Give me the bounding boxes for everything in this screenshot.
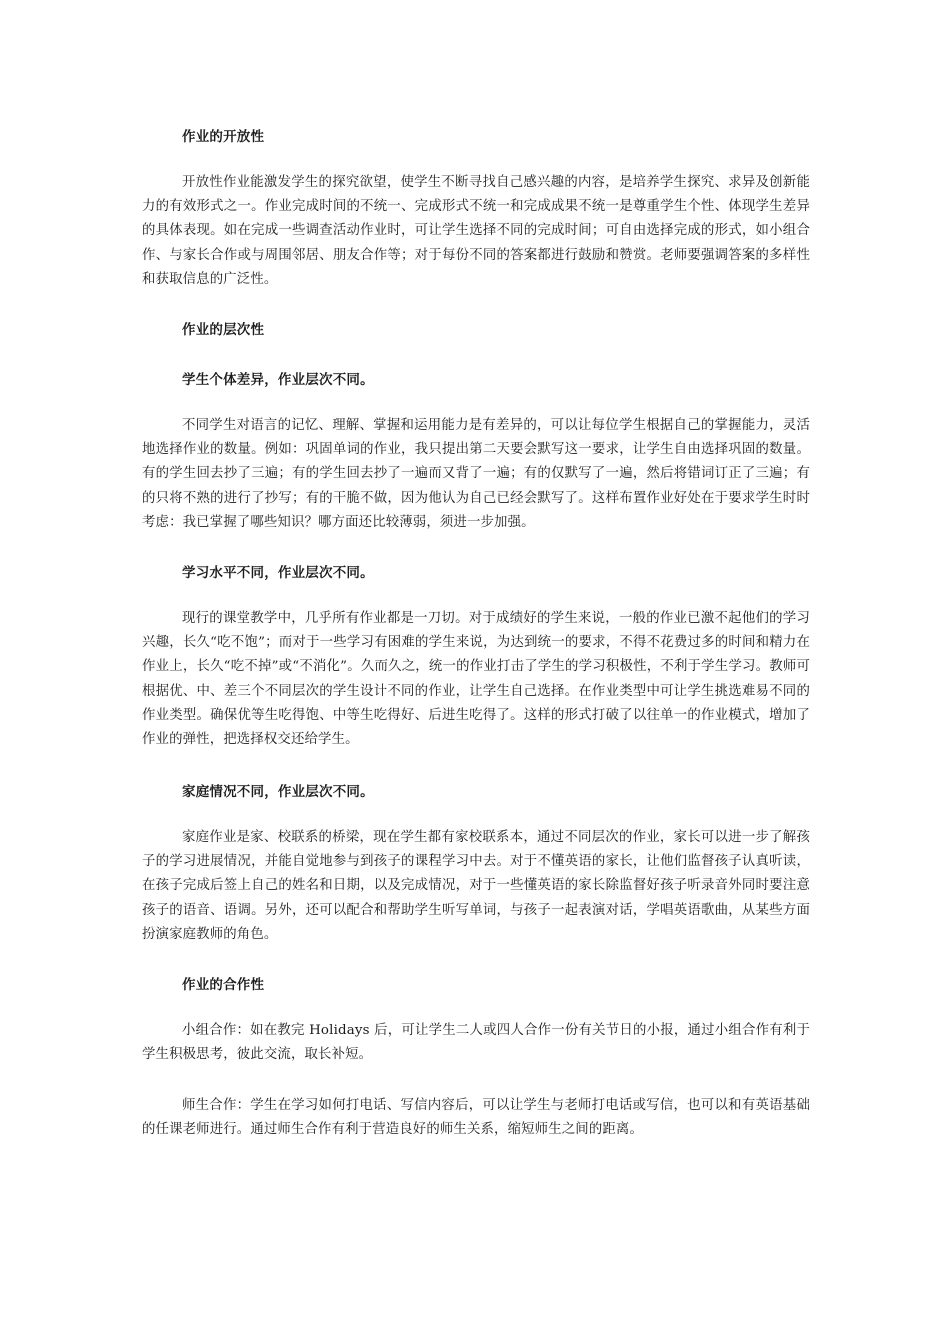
- paragraph-group-cooperation: 小组合作：如在教完 Holidays 后，可让学生二人或四人合作一份有关节日的小报，通过小组合作有利于学生积极思考，彼此交流，取长补短。: [142, 1023, 810, 1063]
- section-heading-openness: 作业的开放性: [182, 129, 265, 145]
- paragraph-family-situation: 家庭作业是家、校联系的桥梁，现在学生都有家校联系本，通过不同层次的作业，家长可以进一步了解孩子的学习进展情况，并能自觉地参与到孩子的课程学习中去。对于不懂英语的家长，让他们监督孩子认真听读，在孩子完成后签上自己的姓名和日期，以及完成情况，对于一些懂英语的家长除监督好孩子听录音外同时要注意孩子的语音、语调。另外，还可以配合和帮助学生听写单词，与孩子一起表演对话，学唱英语歌曲，从某些方面扮演家庭教师的角色。: [142, 830, 810, 942]
- paragraph-individual-difference: 不同学生对语言的记忆、理解、掌握和运用能力是有差异的，可以让每位学生根据自己的掌握能力，灵活地选择作业的数量。例如：巩固单词的作业，我只提出第二天要会默写这一要求，让学生自由选择巩固的数量。有的学生回去抄了三遍；有的学生回去抄了一遍而又背了一遍；有的仅默写了一遍，然后将错词订正了三遍；有的只将不熟的进行了抄写；有的干脆不做，因为他认为自己已经会默写了。这样布置作业好处在于要求学生时时考虑：我已掌握了哪些知识？哪方面还比较薄弱，须进一步加强。: [142, 418, 810, 530]
- paragraph-teacher-student-cooperation: 师生合作：学生在学习如何打电话、写信内容后，可以让学生与老师打电话或写信，也可以和有英语基础的任课老师进行。通过师生合作有利于营造良好的师生关系，缩短师生之间的距离。: [142, 1098, 810, 1138]
- paragraph-learning-level: 现行的课堂教学中，几乎所有作业都是一刀切。对于成绩好的学生来说，一般的作业已激不起他们的学习兴趣，长久“吃不饱”；而对于一些学习有困难的学生来说，为达到统一的要求，不得不花费过多的时间和精力在作业上，长久“吃不掉”或“不消化”。久而久之，统一的作业打击了学生的学习积极性，不利于学生学习。教师可根据优、中、差三个不同层次的学生设计不同的作业，让学生自己选择。在作业类型中可让学生挑选难易不同的作业类型。确保优等生吃得饱、中等生吃得好、后进生吃得了。这样的形式打破了以往单一的作业模式，增加了作业的弹性，把选择权交还给学生。: [142, 611, 810, 748]
- subheading-family-situation: 家庭情况不同，作业层次不同。: [182, 784, 374, 800]
- subheading-learning-level: 学习水平不同，作业层次不同。: [182, 565, 374, 581]
- subheading-individual-difference: 学生个体差异，作业层次不同。: [182, 372, 374, 388]
- section-heading-cooperation: 作业的合作性: [182, 977, 265, 993]
- section-heading-layering: 作业的层次性: [182, 322, 265, 338]
- paragraph-openness: 开放性作业能激发学生的探究欲望，使学生不断寻找自己感兴趣的内容，是培养学生探究、求异及创新能力的有效形式之一。作业完成时间的不统一、完成形式不统一和完成成果不统一是尊重学生个性、体现学生差异的具体表现。如在完成一些调查活动作业时，可让学生选择不同的完成时间；可自由选择完成的形式，如小组合作、与家长合作或与周围邻居、朋友合作等；对于每份不同的答案都进行鼓励和赞赏。老师要强调答案的多样性和获取信息的广泛性。: [142, 175, 810, 287]
